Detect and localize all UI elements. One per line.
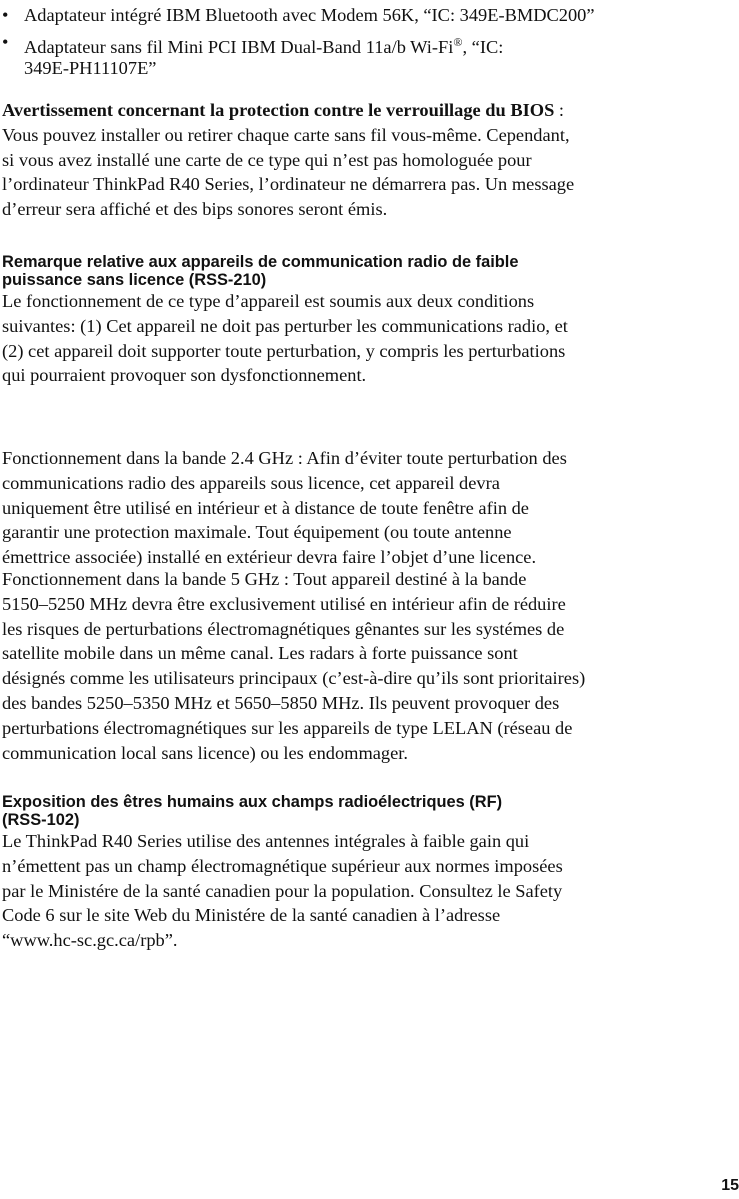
text-line: les risques de perturbations électromagnétiques gênantes sur les systémes de [2, 618, 565, 639]
text-line: émettrice associée) installé en extérieur devra faire l’objet d’une licence. [2, 547, 537, 568]
text-line: satellite mobile dans un même canal. Les radars à forte puissance sont [2, 643, 518, 664]
text-line: Code 6 sur le site Web du Ministére de la santé canadien à l’adresse [2, 905, 501, 926]
text-line: qui pourraient provoquer son dysfonctionnement. [2, 365, 367, 386]
rss210-section [2, 254, 568, 388]
bullet-text-continuation: 349E-PH11107E” [24, 58, 157, 79]
page-number: 15 [721, 1177, 739, 1194]
adapter-bullet-list [2, 5, 595, 85]
text-line: des bandes 5250–5350 MHz et 5650–5850 MHz. Ils peuvent provoquer des [2, 692, 560, 713]
text-line: perturbations électromagnétiques sur les appareils de type LELAN (réseau de [2, 717, 573, 738]
text-line: si vous avez installé une carte de ce type qui n’est pas homologuée pour [2, 149, 532, 170]
text-line: “www.hc-sc.gc.ca/rpb”. [2, 930, 178, 951]
heading-line: (RSS-102) [2, 810, 80, 829]
heading-line: Remarque relative aux appareils de communication radio de faible [2, 253, 519, 271]
text-line: Fonctionnement dans la bande 2.4 GHz : Afin d’éviter toute perturbation des [2, 448, 567, 468]
text-line: n’émettent pas un champ électromagnétique supérieur aux normes imposées [2, 855, 563, 876]
band-5ghz-paragraph [2, 567, 585, 765]
bullet-text: Adaptateur intégré IBM Bluetooth avec Modem 56K, “IC: 349E-BMDC200” [24, 5, 595, 25]
registered-mark: ® [453, 34, 463, 49]
rss102-heading [2, 794, 563, 829]
text-line: communication local sans licence) ou les endommager. [2, 742, 408, 763]
rss102-section [2, 794, 563, 953]
text-line: d’erreur sera affiché et des bips sonores seront émis. [2, 199, 388, 220]
band-24ghz-paragraph [2, 446, 567, 570]
rss210-paragraph [2, 289, 568, 388]
text-line: (2) cet appareil doit supporter toute perturbation, y compris les perturbations [2, 340, 566, 361]
text-line: Le fonctionnement de ce type d’appareil est soumis aux deux conditions [2, 291, 535, 311]
text-line: suivantes: (1) Cet appareil ne doit pas perturber les communications radio, et [2, 315, 568, 336]
heading-line: puissance sans licence (RSS-210) [2, 270, 267, 289]
text-line: 5150–5250 MHz devra être exclusivement utilisé en intérieur afin de réduire [2, 593, 566, 614]
bullet-icon: • [2, 5, 9, 25]
list-item [2, 32, 595, 80]
bullet-text-suffix: , “IC: [462, 36, 504, 57]
rss210-heading [2, 254, 568, 289]
heading-line: Exposition des êtres humains aux champs radioélectriques (RF) [2, 793, 503, 811]
bios-warning-separator: : [554, 100, 565, 120]
text-line: l’ordinateur ThinkPad R40 Series, l’ordinateur ne démarrera pas. Un message [2, 174, 575, 195]
text-line: désignés comme les utilisateurs principaux (c’est-à-dire qu’ils sont prioritaires) [2, 668, 586, 689]
bullet-text: Adaptateur sans fil Mini PCI IBM Dual-Band 11a/b Wi-Fi [24, 36, 454, 57]
text-line: uniquement être utilisé en intérieur et à distance de toute fenêtre afin de [2, 497, 529, 518]
bios-warning-title: Avertissement concernant la protection contre le verrouillage du BIOS [2, 100, 555, 120]
bullet-icon: • [2, 31, 9, 52]
rss102-paragraph [2, 829, 563, 953]
text-line: par le Ministére de la santé canadien pour la population. Consultez le Safety [2, 880, 563, 901]
list-item [2, 5, 595, 27]
bios-warning-paragraph [2, 98, 574, 222]
text-line: garantir une protection maximale. Tout équipement (ou toute antenne [2, 522, 512, 543]
text-line: Fonctionnement dans la bande 5 GHz : Tout appareil destiné à la bande [2, 569, 527, 589]
text-line: Vous pouvez installer ou retirer chaque carte sans fil vous-même. Cependant, [2, 124, 570, 145]
text-line: communications radio des appareils sous licence, cet appareil devra [2, 472, 500, 493]
text-line: Le ThinkPad R40 Series utilise des antennes intégrales à faible gain qui [2, 831, 530, 851]
